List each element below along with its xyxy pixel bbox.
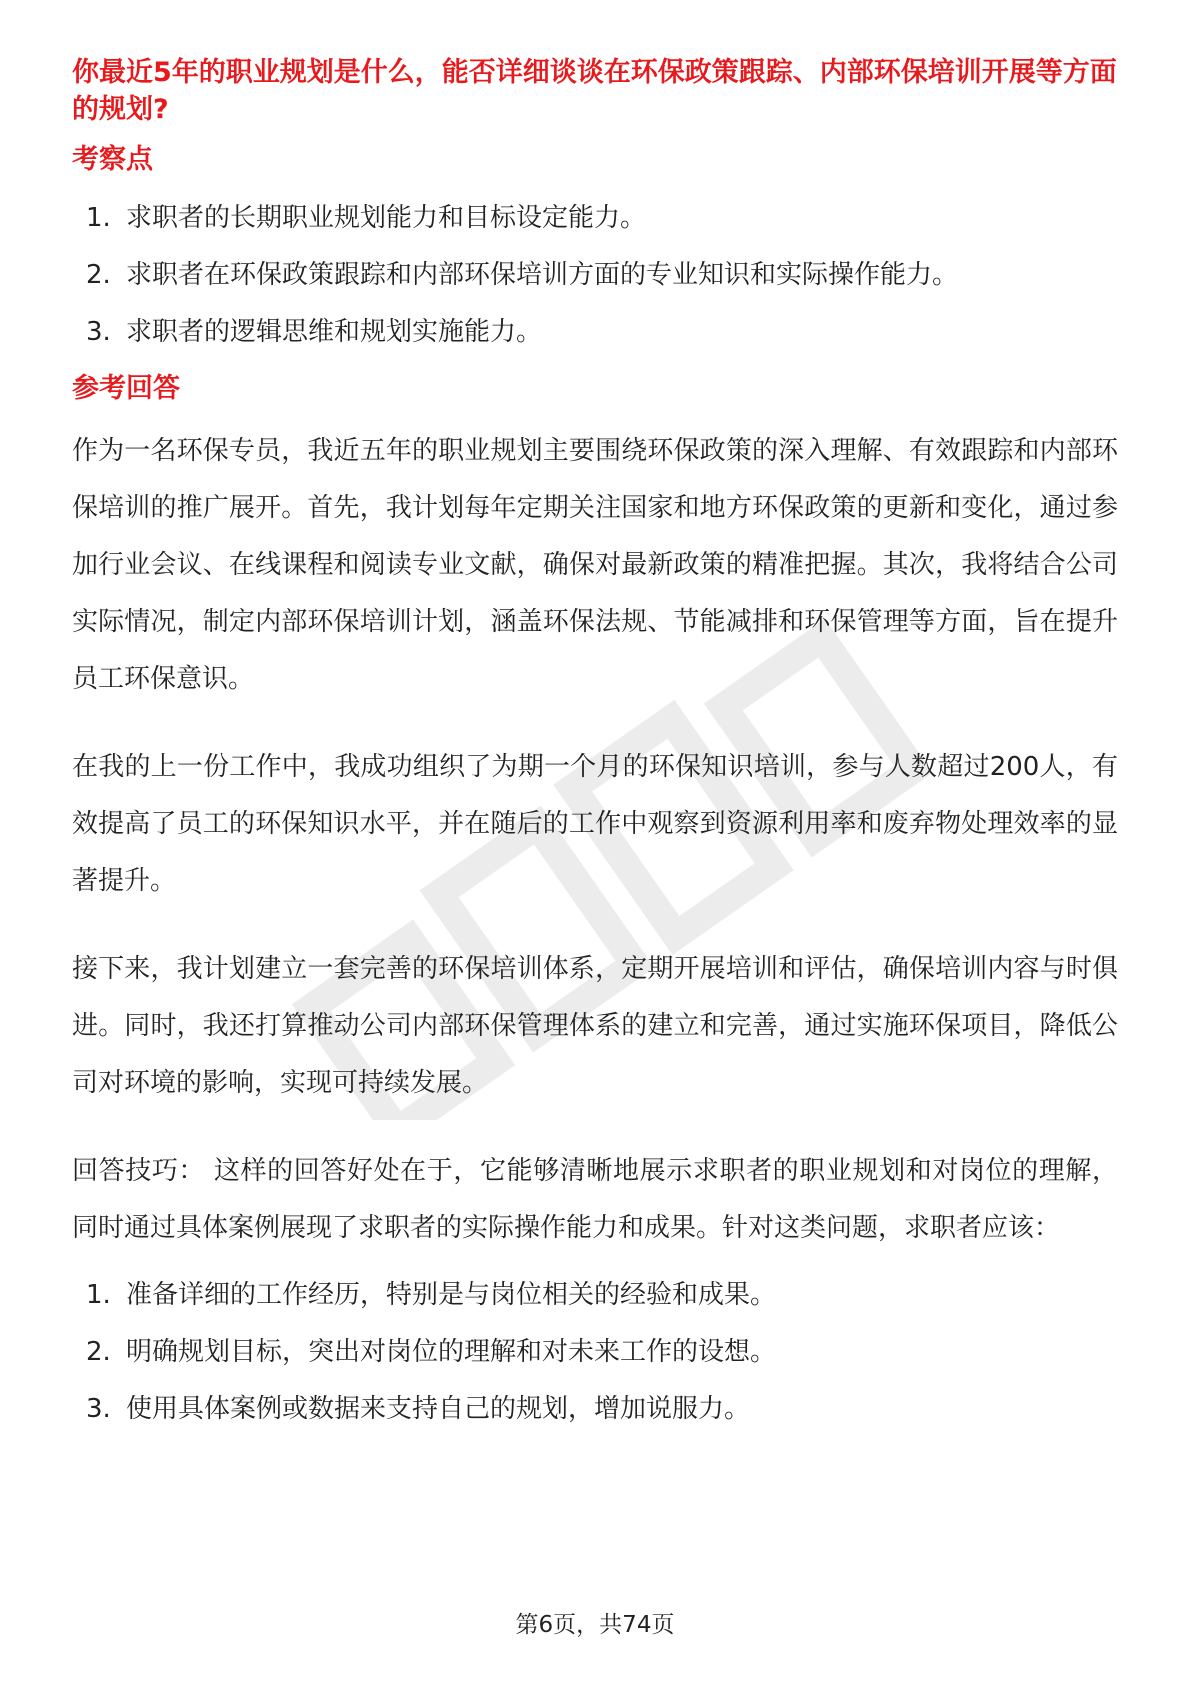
question-title: 你最近5年的职业规划是什么，能否详细谈谈在环保政策跟踪、内部环保培训开展等方面的规划? <box>72 57 1117 125</box>
list-item-number: 2. <box>86 260 111 290</box>
page-number-footer: 第6页，共74页 <box>515 1612 675 1638</box>
exam-points-heading: 考察点 <box>72 144 153 175</box>
answer-paragraph: 作为一名环保专员，我近五年的职业规划主要围绕环保政策的深入理解、有效跟踪和内部环保培训的推广展开。首先，我计划每年定期关注国家和地方环保政策的更新和变化，通过参加行业会议、在线课程和阅读专业文献，确保对最新政策的精准把握。其次，我将结合公司实际情况，制定内部环保培训计划，涵盖环保法规、节能减排和环保管理等方面，旨在提升员工环保意识。 <box>72 436 1118 694</box>
list-item-number: 3. <box>86 317 111 347</box>
list-item-number: 1. <box>86 203 111 233</box>
list-item <box>72 1277 1118 1313</box>
answer-paragraph: 接下来，我计划建立一套完善的环保培训体系，定期开展培训和评估，确保培训内容与时俱进。同时，我还打算推动公司内部环保管理体系的建立和完善，通过实施环保项目，降低公司对环境的影响，实现可持续发展。 <box>72 954 1118 1098</box>
list-item-text: 明确规划目标，突出对岗位的理解和对未来工作的设想。 <box>126 1337 777 1367</box>
list-item-number: 3. <box>86 1394 111 1424</box>
list-item <box>72 257 1118 293</box>
answer-tips-paragraph: 回答技巧： 这样的回答好处在于，它能够清晰地展示求职者的职业规划和对岗位的理解，同时通过具体案例展现了求职者的实际操作能力和成果。针对这类问题，求职者应该： <box>72 1156 1118 1243</box>
list-item-text: 求职者在环保政策跟踪和内部环保培训方面的专业知识和实际操作能力。 <box>126 260 959 290</box>
list-item-number: 2. <box>86 1337 111 1367</box>
tips-list <box>72 1277 1118 1427</box>
answer-paragraph: 在我的上一份工作中，我成功组织了为期一个月的环保知识培训，参与人数超过200人，有效提高了员工的环保知识水平，并在随后的工作中观察到资源利用率和废弃物处理效率的显著提升。 <box>72 752 1118 896</box>
list-item <box>72 314 1118 350</box>
document-content <box>72 54 1118 1448</box>
exam-points-list <box>72 200 1118 350</box>
list-item-text: 准备详细的工作经历，特别是与岗位相关的经验和成果。 <box>126 1280 777 1310</box>
list-item-text: 求职者的逻辑思维和规划实施能力。 <box>126 317 543 347</box>
list-item-number: 1. <box>86 1280 111 1310</box>
list-item <box>72 200 1118 236</box>
list-item-text: 使用具体案例或数据来支持自己的规划，增加说服力。 <box>126 1394 751 1424</box>
list-item <box>72 1391 1118 1427</box>
list-item <box>72 1334 1118 1370</box>
answer-heading: 参考回答 <box>72 373 180 404</box>
list-item-text: 求职者的长期职业规划能力和目标设定能力。 <box>126 203 647 233</box>
